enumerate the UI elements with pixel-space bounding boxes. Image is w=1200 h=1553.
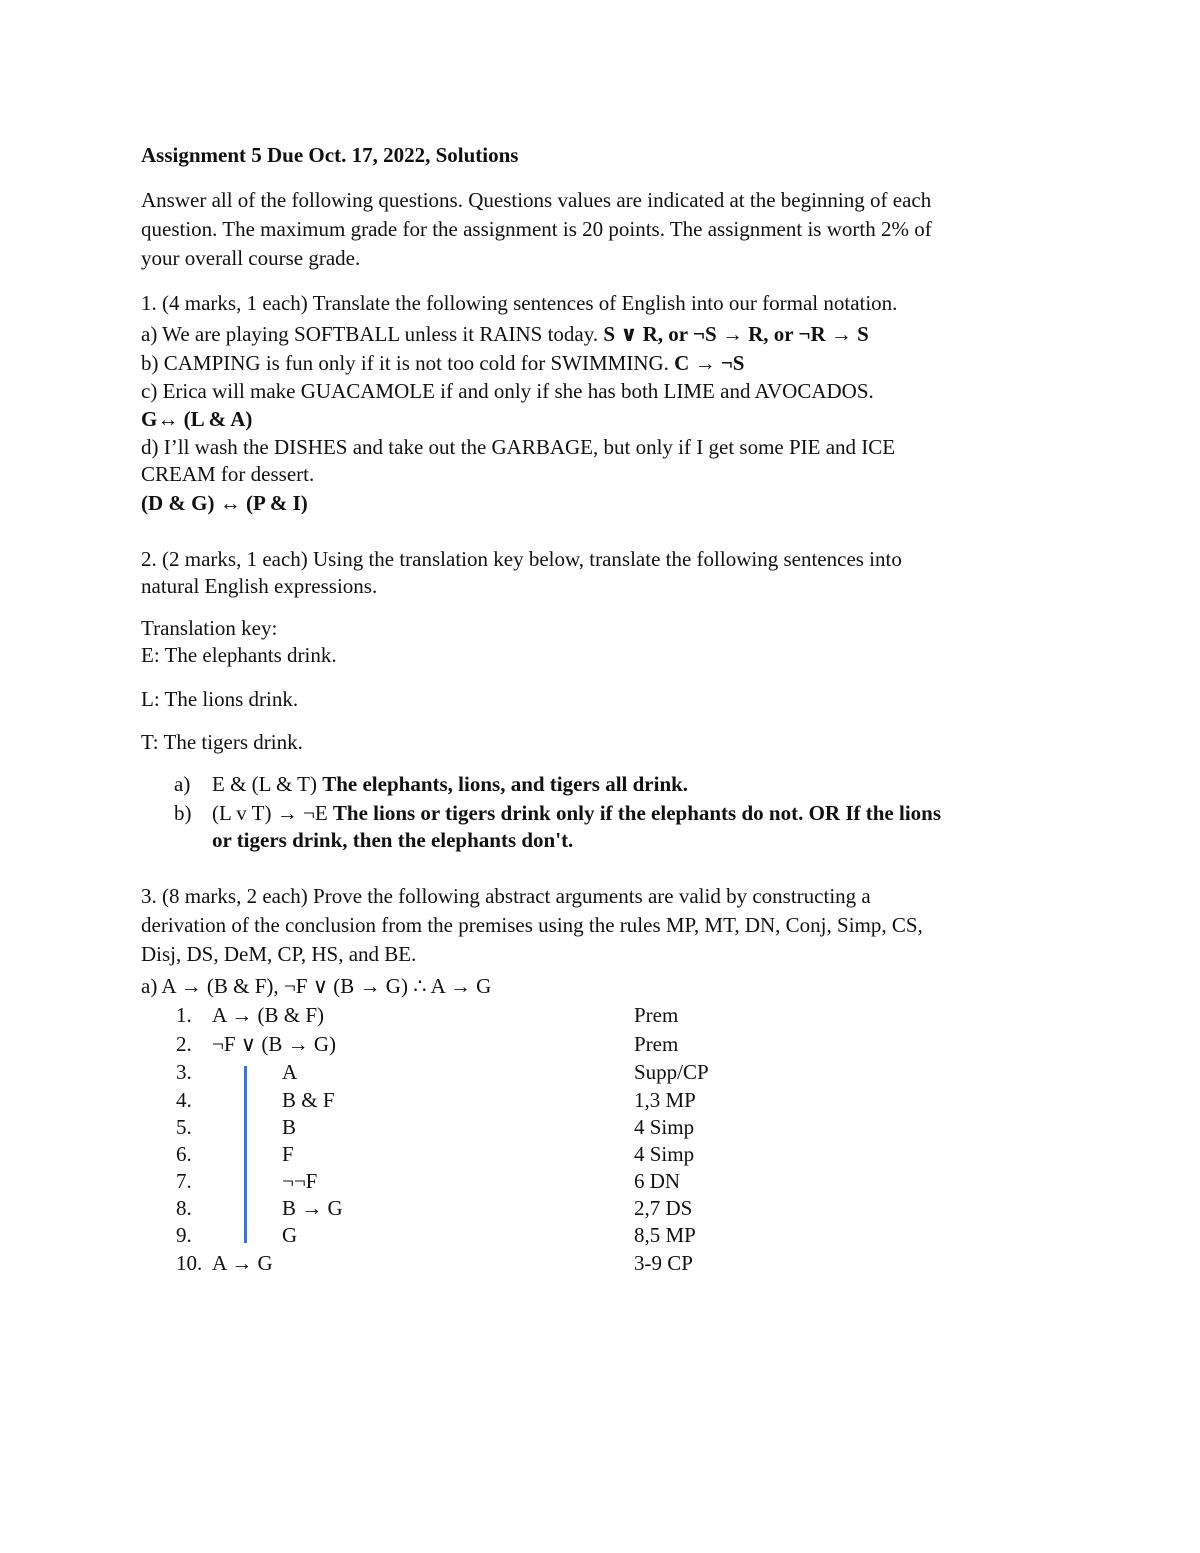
proof-line-justification: 4 Simp [634, 1142, 695, 1166]
q1-b-text: b) CAMPING is fun only if it is not too cold for SWIMMING. [141, 351, 675, 375]
proof-line-formula: B → G [282, 1196, 343, 1220]
proof-line-number: 10. [176, 1251, 203, 1275]
proof-line-justification: 8,5 MP [634, 1223, 696, 1247]
intro-line-3: your overall course grade. [141, 246, 361, 270]
q2-b-label: b) [174, 801, 192, 825]
proof-line-formula: ¬F ∨ (B → G) [212, 1032, 337, 1056]
q1-a [141, 320, 869, 348]
proof-line-justification: 1,3 MP [634, 1088, 696, 1112]
proof-line-formula: F [282, 1142, 294, 1166]
proof-line-formula: B [282, 1115, 297, 1139]
translation-key-t: T: The tigers drink. [141, 730, 303, 754]
q3-heading-3: Disj, DS, DeM, CP, HS, and BE. [141, 942, 417, 966]
q2-heading-1: 2. (2 marks, 1 each) Using the translation key below, translate the following sentences into [141, 547, 902, 571]
q2-a-label: a) [174, 772, 191, 796]
translation-key-e: E: The elephants drink. [141, 643, 337, 667]
proof-line-justification: 4 Simp [634, 1115, 695, 1139]
q2-b-answer-2: or tigers drink, then the elephants don't. [212, 828, 574, 852]
q3-heading-1: 3. (8 marks, 2 each) Prove the following abstract arguments are valid by constructing a [141, 884, 871, 908]
proof-line-justification: 2,7 DS [634, 1196, 693, 1220]
proof-line-number: 4. [176, 1088, 192, 1112]
q1-d-text-1: d) I’ll wash the DISHES and take out the GARBAGE, but only if I get some PIE and ICE [141, 435, 896, 459]
proof-line-formula: ¬¬F [282, 1169, 318, 1193]
q2-b-answer-1: The lions or tigers drink only if the elephants do not. OR If the lions [332, 801, 942, 825]
proof-line-number: 7. [176, 1169, 192, 1193]
q1-a-answer: S ∨ R, or ¬S → R, or ¬R → S [603, 322, 869, 346]
q1-b-answer: C → ¬S [674, 351, 745, 375]
q1-d-text-2: CREAM for dessert. [141, 462, 315, 486]
q3-heading-2: derivation of the conclusion from the premises using the rules MP, MT, DN, Conj, Simp, CS, [141, 913, 923, 937]
q2-heading-2: natural English expressions. [141, 574, 378, 598]
q1-c-answer: G↔ (L & A) [141, 407, 253, 431]
q1-a-text: a) We are playing SOFTBALL unless it RAINS today. [141, 322, 604, 346]
intro-line-1: Answer all of the following questions. Questions values are indicated at the beginning of each [141, 188, 932, 212]
subproof-scope-bar [244, 1066, 247, 1243]
proof-line-number: 6. [176, 1142, 192, 1166]
proof-line-formula: A [282, 1060, 298, 1084]
proof-line-number: 3. [176, 1060, 192, 1084]
proof-line-justification: 6 DN [634, 1169, 681, 1193]
proof-line-justification: Prem [634, 1032, 679, 1056]
proof-line-formula: B & F [282, 1088, 335, 1112]
q1-b [141, 349, 744, 377]
proof-line-number: 2. [176, 1032, 192, 1056]
q2-b [212, 799, 941, 827]
proof-line-justification: Supp/CP [634, 1060, 709, 1084]
proof-line-formula: A → G [212, 1251, 273, 1275]
proof-line-number: 9. [176, 1223, 192, 1247]
q2-b-formula: (L v T) → ¬E [212, 801, 333, 825]
proof-line-formula: A → (B & F) [212, 1003, 325, 1027]
document-title: Assignment 5 Due Oct. 17, 2022, Solutions [141, 143, 519, 167]
q2-a-answer: The elephants, lions, and tigers all drink. [322, 772, 689, 796]
translation-key-l: L: The lions drink. [141, 687, 299, 711]
intro-line-2: question. The maximum grade for the assignment is 20 points. The assignment is worth 2% of [141, 217, 932, 241]
proof-line-number: 5. [176, 1115, 192, 1139]
proof-line-justification: 3-9 CP [634, 1251, 693, 1275]
q1-d-answer: (D & G) ↔ (P & I) [141, 491, 308, 515]
q2-a-formula: E & (L & T) [212, 772, 323, 796]
q2-a [212, 770, 688, 798]
proof-line-formula: G [282, 1223, 298, 1247]
q1-c-text: c) Erica will make GUACAMOLE if and only if she has both LIME and AVOCADOS. [141, 379, 874, 403]
proof-line-justification: Prem [634, 1003, 679, 1027]
proof-line-number: 8. [176, 1196, 192, 1220]
proof-line-number: 1. [176, 1003, 192, 1027]
q1-heading: 1. (4 marks, 1 each) Translate the following sentences of English into our formal notation. [141, 291, 898, 315]
translation-key-title: Translation key: [141, 616, 278, 640]
q3-a-argument: a) A → (B & F), ¬F ∨ (B → G) ∴ A → G [141, 974, 492, 998]
